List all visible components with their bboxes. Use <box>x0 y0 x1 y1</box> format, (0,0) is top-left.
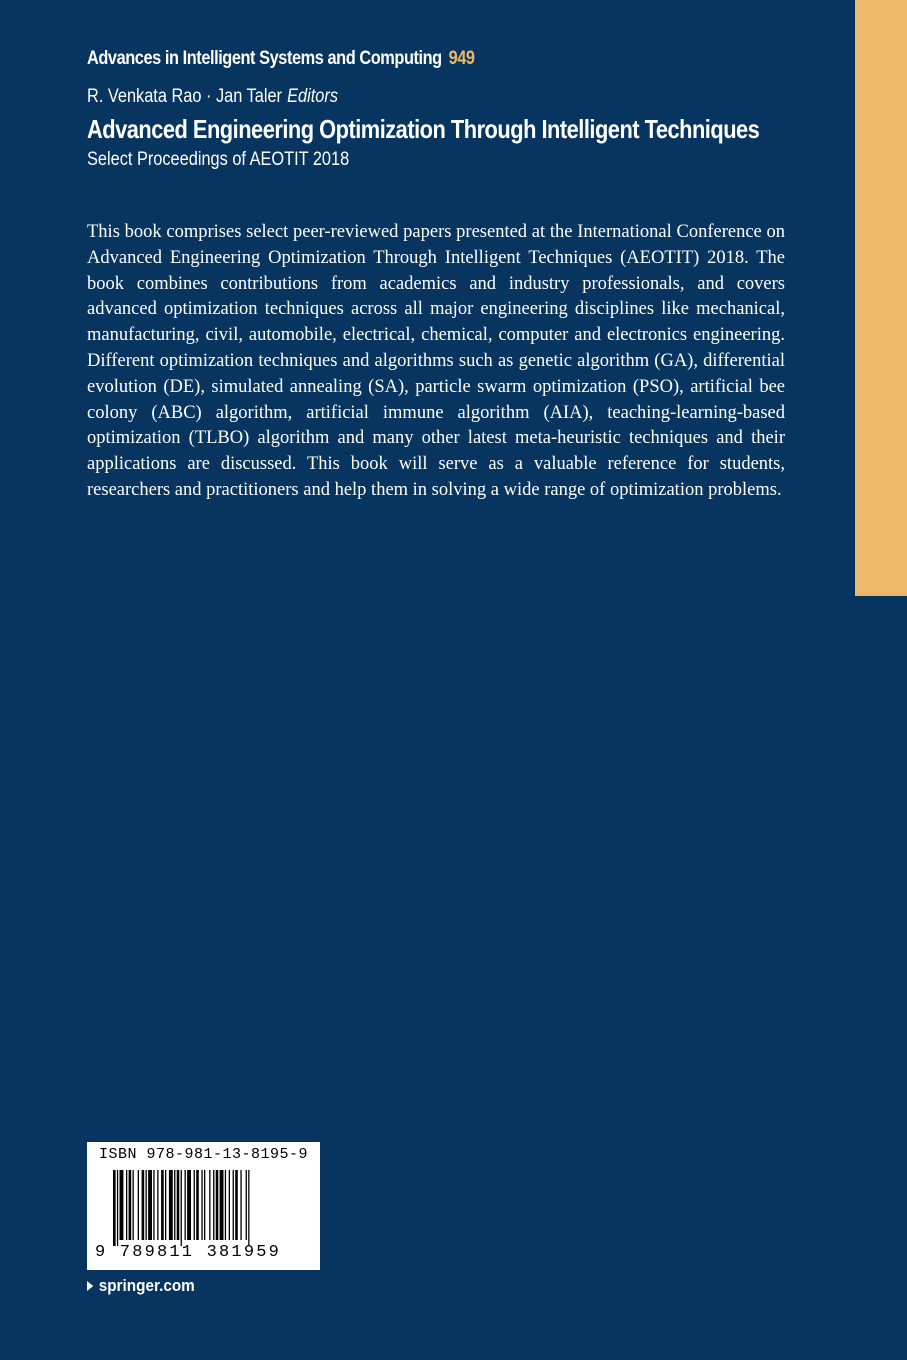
publisher-url: springer.com <box>98 1276 195 1295</box>
isbn-barcode <box>87 1142 320 1270</box>
barcode-digits: 9 789811 381959 <box>95 1243 282 1262</box>
editor-names: R. Venkata Rao · Jan Taler <box>87 86 282 107</box>
series-line <box>87 44 723 74</box>
book-description: This book comprises select peer-reviewed papers presented at the International Conference on Advanced Engineering Optimization Through Intelligent Techniques (AEOTIT) 2018. The book combines contributions from academics and industry professionals, and covers advanced optimization techniques across all major engineering disciplines like mechanical, manufacturing, civil, automobile, electrical, chemical, computer and electronics engineering. Different optimization techniques and algorithms such as genetic algorithm (GA), differential evolution (DE), simulated annealing (SA), particle swarm optimization (PSO), artificial bee colony (ABC) algorithm, artificial immune algorithm (AIA), teaching-learning-based optimization (TLBO) algorithm and many other latest meta-heuristic techniques and their applications are discussed. This book will serve as a valuable reference for students, researchers and practitioners and help them in solving a wide range of optimization problems. <box>87 222 785 500</box>
book-subtitle: Select Proceedings of AEOTIT 2018 <box>87 149 350 170</box>
cover-header <box>87 44 827 173</box>
editors-line <box>87 83 723 111</box>
publisher-link[interactable] <box>87 1274 195 1298</box>
series-number: 949 <box>448 48 475 69</box>
isbn-label: ISBN 978-981-13-8195-9 <box>99 1146 309 1163</box>
accent-stripe <box>855 0 907 596</box>
arrow-right-icon <box>87 1281 93 1291</box>
editors-role: Editors <box>287 86 339 107</box>
book-title: Advanced Engineering Optimization Through Intelligent Techniques <box>87 114 760 144</box>
series-name: Advances in Intelligent Systems and Computing <box>87 48 442 69</box>
